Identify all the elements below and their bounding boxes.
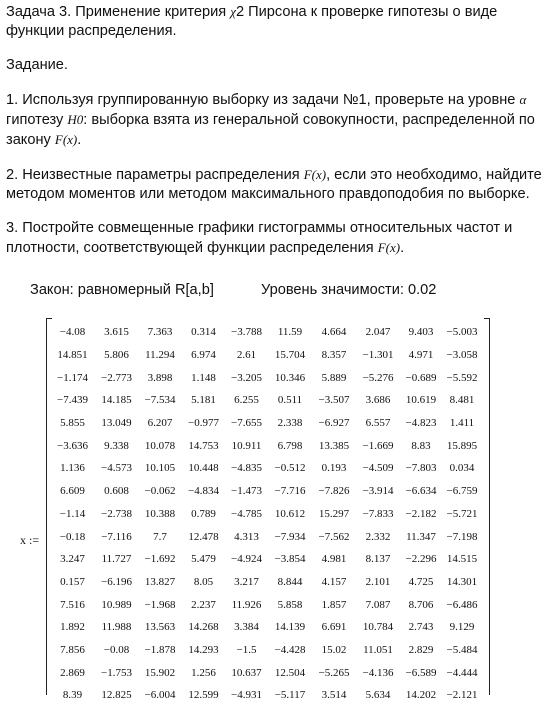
matrix-cell: 7.516 (60, 598, 85, 611)
matrix-cell: 14.185 (101, 394, 132, 407)
matrix-cell: 8.481 (449, 394, 475, 407)
task-title (6, 2, 546, 41)
matrix-cell: 10.637 (231, 666, 262, 679)
matrix-cell: −7.716 (274, 485, 306, 498)
matrix-row (50, 639, 482, 662)
matrix-cell: −4.444 (446, 666, 478, 679)
matrix-cell: 13.385 (318, 439, 350, 452)
matrix-row (50, 616, 482, 639)
matrix-cell: −7.534 (144, 394, 176, 407)
matrix-cell: 11.294 (145, 349, 175, 362)
matrix-cell: −1.5 (236, 643, 257, 656)
matrix-row (50, 571, 482, 594)
matrix-cell: 4.725 (408, 575, 434, 588)
matrix-cell: 13.827 (144, 575, 176, 588)
matrix-cell: 1.857 (321, 598, 347, 611)
matrix-cell: 10.989 (101, 598, 132, 611)
item1-text-c: : выборка взята из генеральной совокупности, распределенной по закону (6, 112, 535, 148)
item1-text-a: 1. Используя группированную выборку из задачи №1, проверьте на уровне (6, 92, 520, 108)
matrix-cell: 0.314 (191, 326, 216, 339)
matrix-row (50, 684, 482, 707)
matrix-cell: −4.573 (101, 462, 132, 475)
matrix-cell: 15.297 (318, 507, 350, 520)
matrix-cell: 5.889 (321, 371, 347, 384)
matrix-cell: 7.087 (365, 598, 391, 611)
matrix-cell: 2.047 (365, 326, 391, 339)
matrix-row (50, 457, 482, 480)
matrix-cell: −2.121 (446, 689, 478, 702)
matrix-cell: 3.514 (321, 689, 347, 702)
matrix-cell: 6.691 (321, 621, 347, 634)
matrix-cell: −1.473 (231, 485, 262, 498)
sample-matrix (50, 321, 482, 707)
fx-symbol: F(x) (303, 167, 327, 182)
matrix-cell: −2.296 (405, 553, 437, 566)
title-text-before: Задача 3. Применение критерия (6, 4, 231, 20)
matrix-cell: 10.612 (274, 507, 306, 520)
matrix-cell: −1.753 (101, 666, 132, 679)
matrix-cell: −6.004 (144, 689, 176, 702)
matrix-cell: −1.968 (144, 598, 176, 611)
matrix-cell: −7.655 (231, 417, 262, 430)
matrix-cell: 1.892 (60, 621, 85, 634)
matrix-cell: 5.858 (277, 598, 303, 611)
matrix-row (50, 503, 482, 526)
matrix-cell: 5.806 (104, 349, 129, 362)
matrix-cell: 2.332 (365, 530, 391, 543)
matrix-cell: −1.174 (57, 371, 88, 384)
parameters-line (30, 282, 437, 298)
matrix-cell: 2.237 (191, 598, 216, 611)
matrix-cell: 11.051 (363, 643, 393, 656)
matrix-cell: −4.924 (231, 553, 262, 566)
matrix-cell: −6.759 (446, 485, 478, 498)
matrix-cell: 4.971 (408, 349, 434, 362)
matrix-cell: 8.844 (277, 575, 303, 588)
matrix-cell: −1.878 (144, 643, 176, 656)
matrix-cell: −3.636 (57, 439, 88, 452)
matrix-row (50, 321, 482, 344)
matrix-cell: 13.563 (144, 621, 176, 634)
matrix-row (50, 661, 482, 684)
matrix-cell: 0.034 (449, 462, 475, 475)
matrix-cell: −7.116 (101, 530, 132, 543)
matrix-cell: −2.738 (101, 507, 132, 520)
matrix-cell: 2.338 (277, 417, 303, 430)
matrix-cell: −6.634 (405, 485, 437, 498)
matrix-cell: 9.129 (449, 621, 475, 634)
matrix-cell: −5.484 (446, 643, 478, 656)
matrix-cell: 5.855 (60, 417, 85, 430)
task-item-3 (6, 219, 546, 258)
matrix-cell: −7.934 (274, 530, 306, 543)
matrix-cell: −1.669 (362, 439, 394, 452)
matrix-right-bracket (484, 318, 490, 695)
matrix-cell: 14.139 (274, 621, 306, 634)
matrix-cell: 7.7 (153, 530, 167, 543)
matrix-cell: 14.515 (446, 553, 478, 566)
matrix-row (50, 525, 482, 548)
fx-symbol: F(x) (377, 240, 401, 255)
matrix-cell: 2.61 (236, 349, 257, 362)
item3-text-b: . (400, 240, 405, 256)
matrix-cell: −0.689 (405, 371, 437, 384)
matrix-cell: 12.478 (188, 530, 219, 543)
matrix-cell: 4.157 (321, 575, 347, 588)
matrix-cell: −0.977 (188, 417, 219, 430)
title-text-after: 2 Пирсона к проверке гипотезы о виде функции распределения. (6, 4, 498, 39)
matrix-cell: 6.798 (277, 439, 303, 452)
matrix-cell: 10.388 (144, 507, 176, 520)
matrix-cell: −5.265 (318, 666, 350, 679)
matrix-cell: 6.974 (191, 349, 216, 362)
matrix-cell: 15.895 (446, 439, 478, 452)
matrix-cell: 6.207 (147, 417, 173, 430)
matrix-cell: −1.301 (362, 349, 394, 362)
matrix-cell: 6.609 (60, 485, 85, 498)
matrix-cell: −7.562 (318, 530, 350, 543)
matrix-cell: 14.753 (188, 439, 219, 452)
matrix-cell: −7.803 (405, 462, 437, 475)
matrix-cell: 1.136 (60, 462, 85, 475)
matrix-cell: 2.743 (408, 621, 434, 634)
matrix-row (50, 344, 482, 367)
matrix-cell: 10.619 (405, 394, 437, 407)
matrix-cell: 7.856 (60, 643, 85, 656)
matrix-cell: 5.634 (365, 689, 391, 702)
matrix-cell: −3.788 (231, 326, 262, 339)
matrix-cell: 15.902 (144, 666, 176, 679)
matrix-cell: −3.058 (446, 349, 478, 362)
matrix-cell: 6.557 (365, 417, 391, 430)
matrix-cell: 1.411 (449, 417, 475, 430)
matrix-row (50, 548, 482, 571)
matrix-cell: −2.773 (101, 371, 132, 384)
matrix-cell: 10.911 (231, 439, 262, 452)
matrix-cell: −4.136 (362, 666, 394, 679)
matrix-cell: 0.789 (191, 507, 216, 520)
matrix-cell: −1.14 (59, 507, 86, 520)
matrix-cell: 5.479 (191, 553, 216, 566)
matrix-cell: −3.914 (362, 485, 394, 498)
matrix-cell: −4.835 (231, 462, 262, 475)
matrix-cell: 0.511 (277, 394, 303, 407)
matrix-cell: 15.02 (321, 643, 347, 656)
matrix-cell: 2.829 (408, 643, 434, 656)
matrix-cell: −4.509 (362, 462, 394, 475)
matrix-cell: 12.504 (274, 666, 306, 679)
matrix-cell: 2.101 (365, 575, 391, 588)
matrix-cell: −5.117 (274, 689, 306, 702)
matrix-cell: −6.589 (405, 666, 437, 679)
matrix-cell: 12.825 (101, 689, 132, 702)
matrix-cell: 10.078 (144, 439, 176, 452)
matrix-cell: −6.486 (446, 598, 478, 611)
matrix-cell: −4.931 (231, 689, 262, 702)
matrix-cell: 3.686 (365, 394, 391, 407)
matrix-cell: −1.692 (144, 553, 176, 566)
matrix-cell: −6.927 (318, 417, 350, 430)
matrix-cell: 8.83 (411, 439, 431, 452)
matrix-cell: −7.198 (446, 530, 478, 543)
distribution-law: Закон: равномерный R[a,b] (30, 282, 214, 298)
matrix-row (50, 434, 482, 457)
matrix-cell: 14.268 (188, 621, 219, 634)
matrix-cell: 8.39 (62, 689, 83, 702)
matrix-cell: −7.439 (57, 394, 88, 407)
matrix-cell: 11.59 (277, 326, 303, 339)
matrix-cell: −7.833 (362, 507, 394, 520)
matrix-row (50, 366, 482, 389)
matrix-cell: 2.869 (60, 666, 85, 679)
matrix-cell: 14.301 (446, 575, 478, 588)
matrix-cell: 14.202 (405, 689, 437, 702)
matrix-row (50, 593, 482, 616)
chi-symbol: χ (230, 4, 236, 19)
matrix-cell: 3.615 (104, 326, 129, 339)
matrix-cell: 3.247 (60, 553, 85, 566)
matrix-cell: 8.357 (321, 349, 347, 362)
matrix-cell: −5.276 (362, 371, 394, 384)
matrix-cell: 11.988 (101, 621, 132, 634)
matrix-cell: 7.363 (147, 326, 173, 339)
matrix-cell: −0.08 (103, 643, 130, 656)
item2-text-b: , если это необходимо, найдите методом моментов или методом максимального правдоподобия по выборке. (6, 167, 542, 202)
matrix-cell: −2.182 (405, 507, 437, 520)
matrix-cell: 12.599 (188, 689, 219, 702)
fx-symbol: F(x) (54, 132, 78, 147)
matrix-cell: 3.898 (147, 371, 173, 384)
matrix-cell: −6.196 (101, 575, 132, 588)
matrix-row (50, 389, 482, 412)
matrix-cell: 0.193 (321, 462, 347, 475)
matrix-cell: −4.08 (59, 326, 86, 339)
h0-symbol: H0 (67, 112, 84, 127)
matrix-cell: 0.608 (104, 485, 129, 498)
task-item-1 (6, 90, 546, 150)
matrix-cell: 8.706 (408, 598, 434, 611)
matrix-cell: 11.347 (406, 530, 436, 543)
item1-text-d: . (77, 132, 82, 148)
matrix-cell: 11.727 (101, 553, 132, 566)
item3-text-a: 3. Постройте совмещенные графики гистограммы относительных частот и плотности, соответствующей функции распределения (6, 220, 513, 256)
matrix-cell: 10.784 (362, 621, 394, 634)
matrix-cell: −5.003 (446, 326, 478, 339)
matrix-cell: 1.256 (191, 666, 216, 679)
task-item-2 (6, 165, 546, 204)
matrix-row (50, 480, 482, 503)
matrix-cell: 10.448 (188, 462, 219, 475)
matrix-cell: −5.592 (446, 371, 478, 384)
significance-level: Уровень значимости: 0.02 (261, 282, 437, 298)
matrix-cell: −3.854 (274, 553, 306, 566)
matrix-cell: 4.981 (321, 553, 347, 566)
matrix-cell: 9.403 (408, 326, 434, 339)
matrix-cell: −0.062 (144, 485, 176, 498)
item1-text-b: гипотезу (6, 112, 68, 128)
matrix-cell: 14.293 (188, 643, 219, 656)
matrix-cell: 8.137 (365, 553, 391, 566)
matrix-cell: −4.823 (405, 417, 437, 430)
task-heading: Задание. (6, 57, 68, 73)
matrix-cell: 10.346 (274, 371, 306, 384)
matrix-cell: 0.157 (60, 575, 85, 588)
matrix-cell: 10.105 (144, 462, 176, 475)
matrix-row (50, 412, 482, 435)
matrix-cell: 9.338 (104, 439, 129, 452)
alpha-symbol: α (519, 92, 527, 107)
matrix-cell: 3.217 (234, 575, 259, 588)
matrix-cell: 15.704 (274, 349, 306, 362)
matrix-cell: −4.785 (231, 507, 262, 520)
matrix-cell: 6.255 (234, 394, 259, 407)
matrix-cell: 14.851 (57, 349, 88, 362)
matrix-label: x := (20, 533, 40, 547)
matrix-cell: 1.148 (191, 371, 216, 384)
matrix-cell: −0.18 (59, 530, 86, 543)
matrix-cell: 5.181 (191, 394, 216, 407)
matrix-cell: 4.664 (321, 326, 347, 339)
matrix-cell: −5.721 (446, 507, 478, 520)
task-document (6, 2, 546, 258)
matrix-cell: 3.384 (234, 621, 259, 634)
matrix-cell: 13.049 (101, 417, 132, 430)
matrix-cell: −7.826 (318, 485, 350, 498)
matrix-cell: −4.428 (274, 643, 306, 656)
matrix-cell: −4.834 (188, 485, 219, 498)
matrix-cell: 4.313 (234, 530, 259, 543)
matrix-cell: 11.926 (231, 598, 262, 611)
matrix-cell: −0.512 (274, 462, 306, 475)
matrix-cell: −3.205 (231, 371, 262, 384)
item2-text-a: 2. Неизвестные параметры распределения (6, 167, 304, 183)
matrix-cell: −3.507 (318, 394, 350, 407)
matrix-cell: 8.05 (193, 575, 214, 588)
